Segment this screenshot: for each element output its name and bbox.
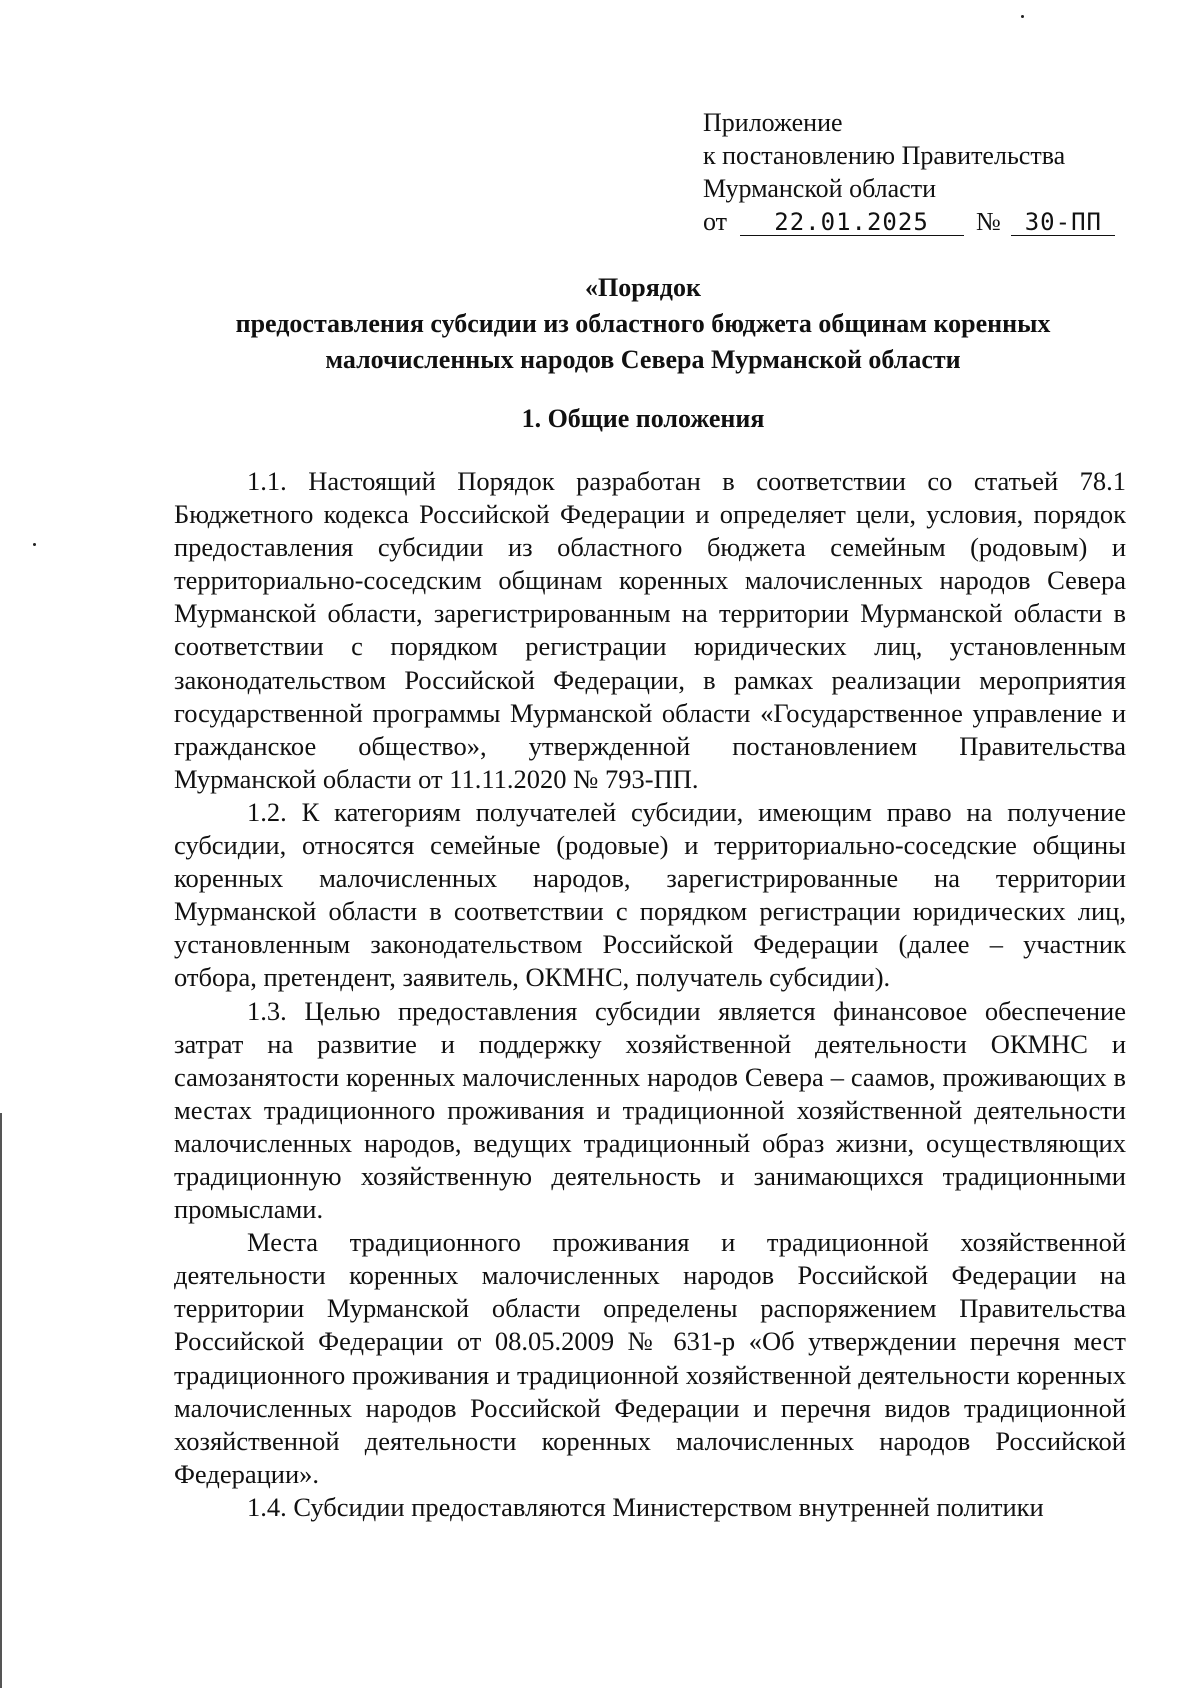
paragraph: 1.3. Целью предоставления субсидии является финансовое обеспечение затрат на развитие и поддержку хозяйственной деятельности ОКМНС и самозанятости коренных малочисленных народов Севера – саамов, проживающих в местах традиционного проживания и традиционной хозяйственной деятельности малочисленных народов, ведущих традиционный образ жизни, осуществляющих традиционную хозяйственную деятельность и занимающихся традиционными промыслами.: [174, 995, 1126, 1225]
title-line: малочисленных народов Севера Мурманской области: [325, 345, 961, 374]
from-label: от: [703, 207, 728, 236]
appendix-block: [703, 106, 1115, 238]
paragraph: 1.1. Настоящий Порядок разработан в соответствии со статьей 78.1 Бюджетного кодекса Российской Федерации и определяет цели, условия, порядок предоставления субсидии из областного бюджета семейным (родовым) и территориально-соседским общинам коренных малочисленных народов Севера Мурманской области, зарегистрированным на территории Мурманской области в соответствии с порядком регистрации юридических лиц, установленным законодательством Российской Федерации, в рамках реализации мероприятия государственной программы Мурманской области «Государственное управление и гражданское общество», утвержденной постановлением Правительства Мурманской области от 11.11.2020 № 793-ПП.: [174, 466, 1126, 794]
paragraph: Места традиционного проживания и традиционной хозяйственной деятельности коренных малочисленных народов Российской Федерации на территории Мурманской области определены распоряжением Правительства Российской Федерации от 08.05.2009 № 631-р «Об утверждении перечня мест традиционного проживания и традиционной хозяйственной деятельности коренных малочисленных народов Российской Федерации и перечня видов традиционной хозяйственной деятельности коренных малочисленных народов Российской Федерации».: [174, 1227, 1126, 1489]
appendix-line: Мурманской области: [703, 174, 936, 203]
scan-speck: [33, 543, 36, 546]
document-number: 30-ПП: [1011, 209, 1115, 236]
paragraph: 1.4. Субсидии предоставляются Министерством внутренней политики: [247, 1491, 1044, 1522]
document-title: [160, 270, 1126, 378]
document-date: 22.01.2025: [740, 209, 964, 236]
title-line: предоставления субсидии из областного бюджета общинам коренных: [235, 309, 1051, 338]
appendix-line: Приложение: [703, 108, 843, 137]
scan-edge-line: [0, 1113, 2, 1688]
section-heading: 1. Общие положения: [521, 404, 765, 433]
number-label: №: [976, 207, 1001, 236]
scan-speck: [1021, 15, 1024, 18]
appendix-line: к постановлению Правительства: [703, 141, 1066, 170]
paragraph: 1.2. К категориям получателей субсидии, имеющим право на получение субсидии, относятся семейные (родовые) и территориально-соседские общины коренных малочисленных народов, зарегистрированные на территории Мурманской области в соответствии с порядком регистрации юридических лиц, установленным законодательством Российской Федерации (далее – участник отбора, претендент, заявитель, ОКМНС, получатель субсидии).: [174, 796, 1126, 993]
document-body: [174, 465, 1126, 1524]
title-line: «Порядок: [585, 273, 701, 302]
appendix-date-number-line: [703, 205, 1115, 238]
